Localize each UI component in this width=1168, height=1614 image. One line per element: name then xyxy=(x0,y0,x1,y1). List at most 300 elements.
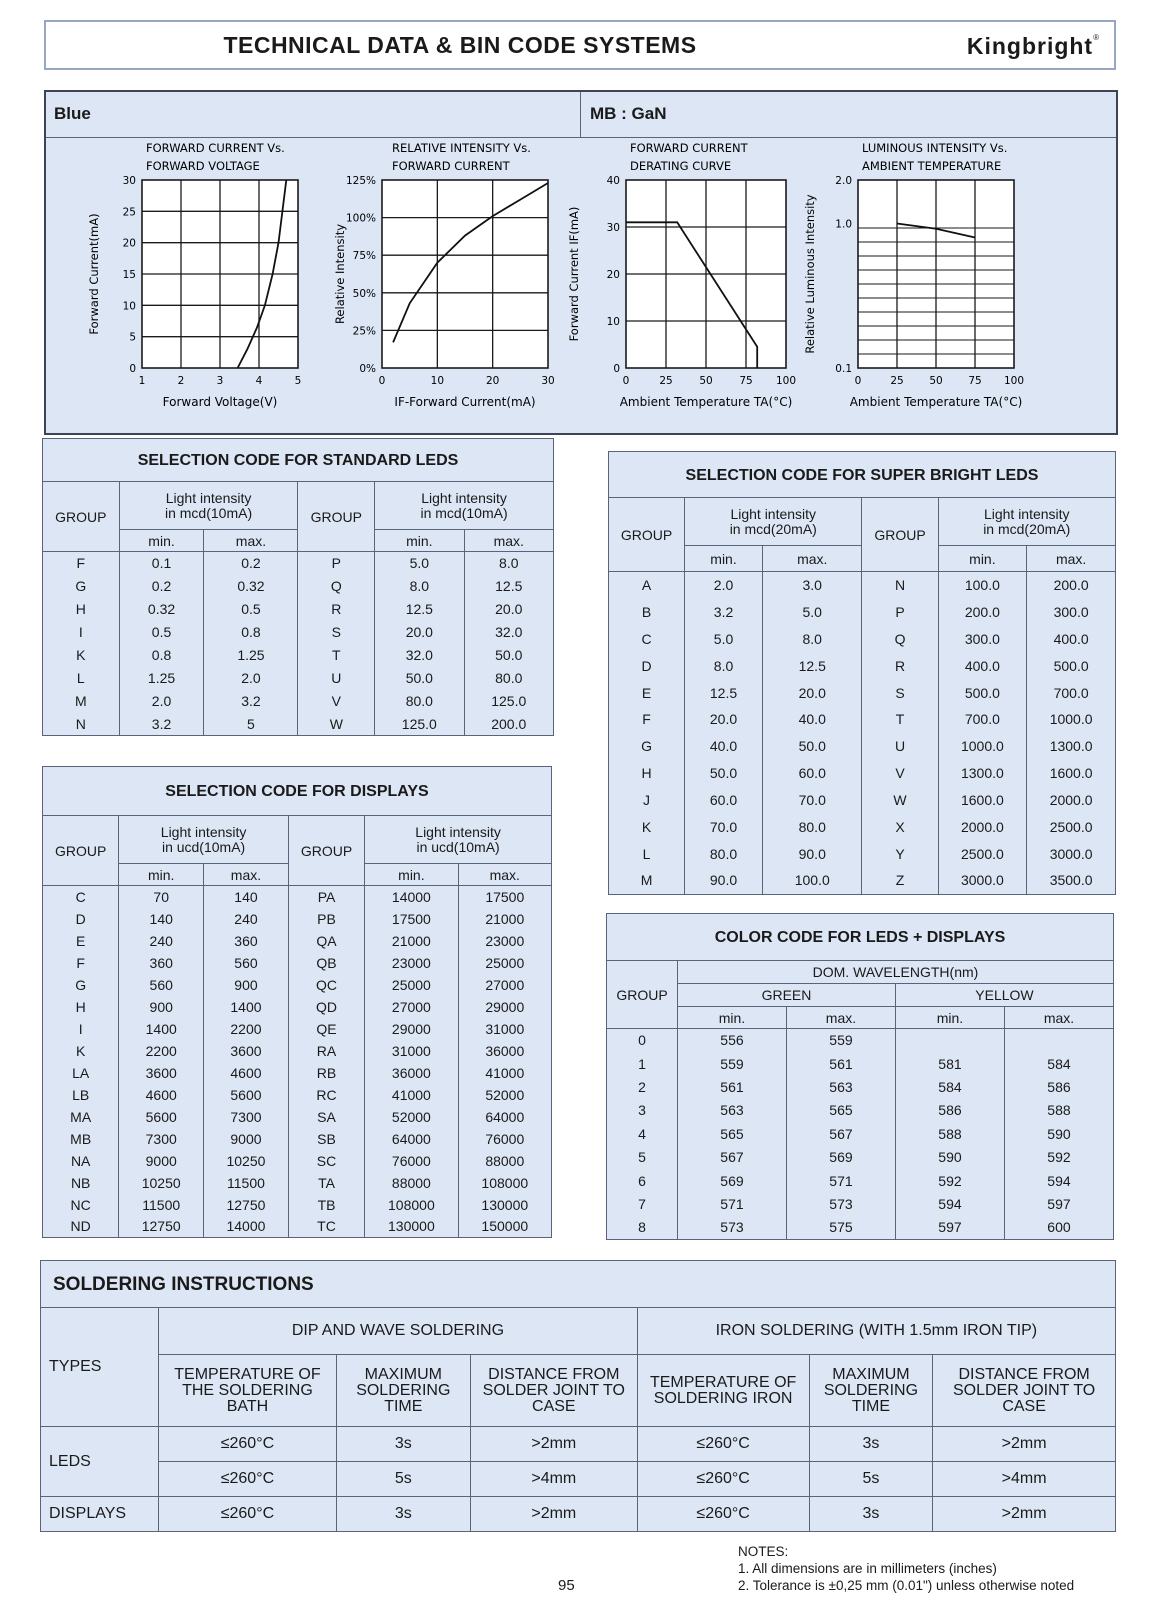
x-tick-label: 1 xyxy=(138,375,146,387)
standard-leds-table xyxy=(42,481,554,736)
table-row xyxy=(43,690,554,713)
group-code: P xyxy=(298,552,375,575)
column-header: DISTANCE FROM SOLDER JOINT TO CASE xyxy=(471,1355,638,1427)
table-row xyxy=(607,1052,1114,1075)
value-cell: 3s xyxy=(809,1497,933,1532)
group-code: H xyxy=(43,598,120,621)
yellow-max: 586 xyxy=(1004,1075,1113,1098)
min-header: min. xyxy=(365,864,458,886)
max-value: 21000 xyxy=(458,908,551,930)
light-intensity-label: Light intensity xyxy=(983,505,1070,522)
table-row xyxy=(609,760,1116,787)
group-code: F xyxy=(43,552,120,575)
table-row xyxy=(607,1029,1114,1052)
group-code: 0 xyxy=(607,1029,678,1052)
green-min: 556 xyxy=(677,1029,786,1052)
group-code: LB xyxy=(43,1084,119,1106)
max-value: 70.0 xyxy=(762,787,862,814)
max-value: 240 xyxy=(204,908,289,930)
group-code: W xyxy=(862,787,938,814)
group-code: 1 xyxy=(607,1052,678,1075)
group-code: G xyxy=(43,974,119,996)
max-value: 11500 xyxy=(204,1172,289,1194)
min-value: 10250 xyxy=(119,1172,204,1194)
max-header: max. xyxy=(204,864,289,886)
group-code: 2 xyxy=(607,1075,678,1098)
max-value: 0.2 xyxy=(204,552,298,575)
y-tick-label: 30 xyxy=(606,222,620,234)
x-tick-label: 4 xyxy=(255,375,263,387)
y-tick-label: 75% xyxy=(352,250,376,263)
group-code: 8 xyxy=(607,1216,678,1239)
group-code: C xyxy=(43,886,119,908)
y-axis-label: Relative Luminous Intensity xyxy=(803,194,817,354)
group-code: K xyxy=(43,1040,119,1062)
max-value: 12.5 xyxy=(464,575,553,598)
group-code: S xyxy=(298,621,375,644)
x-tick-label: 2 xyxy=(177,375,185,387)
value-cell: >2mm xyxy=(471,1427,638,1462)
min-value: 90.0 xyxy=(685,867,763,894)
table-row xyxy=(609,814,1116,841)
x-tick-label: 25 xyxy=(659,375,673,387)
light-intensity-label: Light intensity xyxy=(415,823,501,840)
group-code: NB xyxy=(43,1172,119,1194)
yellow-min xyxy=(895,1029,1004,1052)
group-code: A xyxy=(609,572,685,599)
y-tick-label: 1.0 xyxy=(835,218,852,231)
table-row xyxy=(609,706,1116,733)
x-tick-label: 10 xyxy=(430,375,445,387)
green-max: 565 xyxy=(786,1099,895,1122)
min-value: 240 xyxy=(119,930,204,952)
x-tick-label: 75 xyxy=(739,375,753,387)
max-value: 5 xyxy=(204,713,298,736)
table-row xyxy=(43,644,554,667)
group-code: RA xyxy=(288,1040,364,1062)
x-tick-label: 30 xyxy=(541,375,555,387)
group-code: D xyxy=(609,652,685,679)
light-intensity-unit: in ucd(10mA) xyxy=(161,838,246,855)
light-intensity-unit: in ucd(10mA) xyxy=(416,838,500,855)
value-cell: 3s xyxy=(809,1427,933,1462)
led-material-label: MB : GaN xyxy=(590,104,667,123)
table-row xyxy=(43,1194,552,1216)
table-row xyxy=(43,1106,552,1128)
x-axis-label: Ambient Temperature TA(°C) xyxy=(619,395,793,409)
y-tick-label: 100% xyxy=(345,212,376,225)
max-value: 64000 xyxy=(458,1106,551,1128)
characteristic-charts xyxy=(46,92,1116,433)
yellow-max: 600 xyxy=(1004,1216,1113,1239)
group-code: Q xyxy=(298,575,375,598)
group-code: D xyxy=(43,908,119,930)
value-cell: ≤260°C xyxy=(637,1462,809,1497)
x-tick-label: 25 xyxy=(890,375,904,387)
min-value: 64000 xyxy=(365,1128,458,1150)
displays-table xyxy=(42,815,552,1238)
max-value: 14000 xyxy=(204,1216,289,1238)
group-code: 5 xyxy=(607,1145,678,1168)
brand-logo xyxy=(967,33,1100,60)
max-value: 4600 xyxy=(204,1062,289,1084)
light-intensity-unit: in mcd(20mA) xyxy=(729,520,817,537)
max-value: 5.0 xyxy=(762,598,862,625)
max-value: 140 xyxy=(204,886,289,908)
group-code: PB xyxy=(288,908,364,930)
max-value: 20.0 xyxy=(464,598,553,621)
displays-label: DISPLAYS xyxy=(41,1497,159,1532)
min-value: 3600 xyxy=(119,1062,204,1084)
group-code: 4 xyxy=(607,1122,678,1145)
x-tick-label: 0 xyxy=(378,375,386,387)
green-max: 561 xyxy=(786,1052,895,1075)
group-header: GROUP xyxy=(288,816,364,886)
group-code: J xyxy=(609,787,685,814)
page-header xyxy=(44,20,1116,70)
yellow-max: 594 xyxy=(1004,1169,1113,1192)
document-title: TECHNICAL DATA & BIN CODE SYSTEMS xyxy=(223,32,697,58)
table-row xyxy=(607,1192,1114,1215)
min-value: 5600 xyxy=(119,1106,204,1128)
yellow-min: 588 xyxy=(895,1122,1004,1145)
max-value: 76000 xyxy=(458,1128,551,1150)
soldering-table xyxy=(40,1307,1116,1532)
y-axis-label: Relative Intensity xyxy=(333,223,347,325)
y-tick-label: 20 xyxy=(122,237,136,250)
table-row xyxy=(43,667,554,690)
displays-title: SELECTION CODE FOR DISPLAYS xyxy=(42,766,552,816)
green-min: 559 xyxy=(677,1052,786,1075)
y-tick-label: 125% xyxy=(345,175,376,187)
min-value: 14000 xyxy=(365,886,458,908)
max-value: 3.0 xyxy=(762,572,862,599)
min-value: 80.0 xyxy=(375,690,464,713)
standard-leds-title: SELECTION CODE FOR STANDARD LEDS xyxy=(42,438,554,482)
group-code: L xyxy=(43,667,120,690)
table-row xyxy=(43,1084,552,1106)
min-value: 1300.0 xyxy=(938,760,1027,787)
max-header: max. xyxy=(464,530,553,552)
group-code: QA xyxy=(288,930,364,952)
table-row xyxy=(607,1122,1114,1145)
max-value: 17500 xyxy=(458,886,551,908)
min-value: 20.0 xyxy=(375,621,464,644)
column-header: MAXIMUM SOLDERING TIME xyxy=(809,1355,933,1427)
max-value: 560 xyxy=(204,952,289,974)
max-value: 1000.0 xyxy=(1027,706,1116,733)
yellow-max: 592 xyxy=(1004,1145,1113,1168)
group-code: I xyxy=(43,1018,119,1040)
group-code: MB xyxy=(43,1128,119,1150)
max-value: 130000 xyxy=(458,1194,551,1216)
table-row xyxy=(609,840,1116,867)
dom-wavelength-header: DOM. WAVELENGTH(nm) xyxy=(677,961,1113,984)
max-value: 400.0 xyxy=(1027,625,1116,652)
min-value: 12.5 xyxy=(685,679,763,706)
column-header: TEMPERATURE OF SOLDERING IRON xyxy=(637,1355,809,1427)
max-value: 31000 xyxy=(458,1018,551,1040)
min-value: 41000 xyxy=(365,1084,458,1106)
x-tick-label: 100 xyxy=(1003,375,1025,387)
notes-heading: NOTES: xyxy=(738,1544,789,1559)
column-header: DISTANCE FROM SOLDER JOINT TO CASE xyxy=(933,1355,1116,1427)
y-tick-label: 10 xyxy=(122,300,136,313)
x-axis-label: Forward Voltage(V) xyxy=(162,395,278,409)
group-code: P xyxy=(862,598,938,625)
light-intensity-unit: in mcd(10mA) xyxy=(420,504,508,521)
y-tick-label: 2.0 xyxy=(835,175,852,187)
min-value: 300.0 xyxy=(938,625,1027,652)
max-value: 360 xyxy=(204,930,289,952)
x-tick-label: 75 xyxy=(968,375,982,387)
x-tick-label: 0 xyxy=(622,375,630,387)
max-value: 2.0 xyxy=(204,667,298,690)
max-value: 41000 xyxy=(458,1062,551,1084)
min-value: 700.0 xyxy=(938,706,1027,733)
max-value: 50.0 xyxy=(762,733,862,760)
min-value: 2.0 xyxy=(685,572,763,599)
table-row xyxy=(609,679,1116,706)
group-header: GROUP xyxy=(298,482,375,552)
min-value: 5.0 xyxy=(375,552,464,575)
max-value: 8.0 xyxy=(464,552,553,575)
page-number: 95 xyxy=(558,1577,575,1594)
max-header: max. xyxy=(786,1007,895,1029)
group-code: LA xyxy=(43,1062,119,1084)
value-cell: 3s xyxy=(336,1497,470,1532)
min-value: 12750 xyxy=(119,1216,204,1238)
min-value: 0.32 xyxy=(119,598,204,621)
table-row xyxy=(41,1497,1116,1532)
table-row xyxy=(41,1462,1116,1497)
group-code: 7 xyxy=(607,1192,678,1215)
min-value: 11500 xyxy=(119,1194,204,1216)
max-value: 80.0 xyxy=(762,814,862,841)
min-value: 8.0 xyxy=(375,575,464,598)
min-value: 0.5 xyxy=(119,621,204,644)
min-value: 200.0 xyxy=(938,598,1027,625)
green-min: 569 xyxy=(677,1169,786,1192)
max-header: max. xyxy=(762,546,862,572)
value-cell: ≤260°C xyxy=(159,1497,336,1532)
min-value: 70 xyxy=(119,886,204,908)
group-code: H xyxy=(43,996,119,1018)
characteristics-panel xyxy=(44,90,1118,435)
min-value: 2.0 xyxy=(119,690,204,713)
y-axis-label: Forward Current IF(mA) xyxy=(567,206,581,342)
max-value: 125.0 xyxy=(464,690,553,713)
max-value: 2500.0 xyxy=(1027,814,1116,841)
value-cell: 5s xyxy=(809,1462,933,1497)
max-value: 1300.0 xyxy=(1027,733,1116,760)
min-value: 400.0 xyxy=(938,652,1027,679)
table-row xyxy=(609,572,1116,599)
min-value: 3000.0 xyxy=(938,867,1027,894)
table-row xyxy=(43,974,552,996)
min-value: 23000 xyxy=(365,952,458,974)
x-tick-label: 3 xyxy=(216,375,224,387)
light-intensity-header xyxy=(938,498,1115,546)
group-code: SC xyxy=(288,1150,364,1172)
table-row xyxy=(43,1040,552,1062)
max-value: 10250 xyxy=(204,1150,289,1172)
max-value: 1600.0 xyxy=(1027,760,1116,787)
min-header: min. xyxy=(119,530,204,552)
max-value: 88000 xyxy=(458,1150,551,1172)
table-row xyxy=(43,886,552,908)
group-code: Y xyxy=(862,840,938,867)
max-value: 12750 xyxy=(204,1194,289,1216)
led-color-label: Blue xyxy=(54,104,91,123)
yellow-max: 588 xyxy=(1004,1099,1113,1122)
table-row xyxy=(607,1099,1114,1122)
min-value: 3.2 xyxy=(685,598,763,625)
group-code: C xyxy=(609,625,685,652)
min-value: 29000 xyxy=(365,1018,458,1040)
group-code: TA xyxy=(288,1172,364,1194)
table-row xyxy=(609,598,1116,625)
min-value: 3.2 xyxy=(119,713,204,736)
light-intensity-header xyxy=(685,498,862,546)
table-row xyxy=(43,1172,552,1194)
min-value: 5.0 xyxy=(685,625,763,652)
table-row xyxy=(609,625,1116,652)
table-row xyxy=(41,1427,1116,1462)
table-row xyxy=(43,621,554,644)
super-bright-leds-title: SELECTION CODE FOR SUPER BRIGHT LEDS xyxy=(608,451,1116,498)
green-max: 575 xyxy=(786,1216,895,1239)
group-header: GROUP xyxy=(862,498,938,572)
y-tick-label: 10 xyxy=(606,316,620,328)
group-code: K xyxy=(609,814,685,841)
max-value: 90.0 xyxy=(762,840,862,867)
group-code: RC xyxy=(288,1084,364,1106)
group-code: G xyxy=(43,575,120,598)
chart-title: RELATIVE INTENSITY Vs. xyxy=(392,141,531,155)
max-value: 23000 xyxy=(458,930,551,952)
min-header: min. xyxy=(375,530,464,552)
group-code: RB xyxy=(288,1062,364,1084)
min-value: 1.25 xyxy=(119,667,204,690)
green-min: 563 xyxy=(677,1099,786,1122)
group-code: NC xyxy=(43,1194,119,1216)
min-value: 360 xyxy=(119,952,204,974)
max-value: 32.0 xyxy=(464,621,553,644)
column-header: MAXIMUM SOLDERING TIME xyxy=(336,1355,470,1427)
green-min: 567 xyxy=(677,1145,786,1168)
leds-label: LEDS xyxy=(41,1427,159,1497)
x-tick-label: 0 xyxy=(854,375,862,387)
group-code: N xyxy=(862,572,938,599)
y-tick-label: 0.1 xyxy=(835,363,852,375)
max-value: 5600 xyxy=(204,1084,289,1106)
yellow-min: 597 xyxy=(895,1216,1004,1239)
dip-wave-header: DIP AND WAVE SOLDERING xyxy=(159,1308,637,1355)
min-value: 100.0 xyxy=(938,572,1027,599)
plot-area xyxy=(382,180,548,368)
min-value: 25000 xyxy=(365,974,458,996)
group-code: V xyxy=(298,690,375,713)
green-header: GREEN xyxy=(677,984,895,1007)
min-value: 76000 xyxy=(365,1150,458,1172)
y-tick-label: 0% xyxy=(359,363,376,375)
max-value: 200.0 xyxy=(464,713,553,736)
y-tick-label: 0 xyxy=(129,363,136,375)
min-header: min. xyxy=(895,1007,1004,1029)
group-code: L xyxy=(609,840,685,867)
group-header: GROUP xyxy=(43,816,119,886)
group-code: U xyxy=(298,667,375,690)
table-row xyxy=(43,1128,552,1150)
chart-title: FORWARD CURRENT xyxy=(630,141,748,155)
min-value: 2000.0 xyxy=(938,814,1027,841)
light-intensity-label: Light intensity xyxy=(165,489,252,506)
max-value: 0.8 xyxy=(204,621,298,644)
yellow-min: 590 xyxy=(895,1145,1004,1168)
min-value: 1400 xyxy=(119,1018,204,1040)
min-value: 31000 xyxy=(365,1040,458,1062)
chart-title: FORWARD VOLTAGE xyxy=(146,159,260,173)
min-header: min. xyxy=(685,546,763,572)
max-value: 700.0 xyxy=(1027,679,1116,706)
max-header: max. xyxy=(204,530,298,552)
group-code: NA xyxy=(43,1150,119,1172)
chart-title: FORWARD CURRENT Vs. xyxy=(146,141,285,155)
max-value: 8.0 xyxy=(762,625,862,652)
group-code: ND xyxy=(43,1216,119,1238)
table-row xyxy=(43,598,554,621)
group-code: SA xyxy=(288,1106,364,1128)
y-tick-label: 40 xyxy=(606,175,620,187)
light-intensity-header xyxy=(119,816,289,864)
max-value: 9000 xyxy=(204,1128,289,1150)
group-code: V xyxy=(862,760,938,787)
soldering-title: SOLDERING INSTRUCTIONS xyxy=(40,1260,1116,1308)
min-value: 0.8 xyxy=(119,644,204,667)
max-value: 500.0 xyxy=(1027,652,1116,679)
min-value: 7300 xyxy=(119,1128,204,1150)
max-header: max. xyxy=(1027,546,1116,572)
light-intensity-header xyxy=(375,482,554,530)
group-code: PA xyxy=(288,886,364,908)
min-value: 20.0 xyxy=(685,706,763,733)
value-cell: >4mm xyxy=(471,1462,638,1497)
max-value: 1400 xyxy=(204,996,289,1018)
min-value: 900 xyxy=(119,996,204,1018)
group-code: Z xyxy=(862,867,938,894)
light-intensity-unit: in mcd(10mA) xyxy=(164,504,253,521)
value-cell: ≤260°C xyxy=(159,1462,336,1497)
value-cell: >2mm xyxy=(933,1427,1116,1462)
max-value: 108000 xyxy=(458,1172,551,1194)
y-tick-label: 5 xyxy=(129,331,136,344)
green-max: 567 xyxy=(786,1122,895,1145)
group-code: X xyxy=(862,814,938,841)
table-row xyxy=(43,1150,552,1172)
min-value: 560 xyxy=(119,974,204,996)
group-code: T xyxy=(862,706,938,733)
group-code: H xyxy=(609,760,685,787)
min-value: 60.0 xyxy=(685,787,763,814)
min-value: 9000 xyxy=(119,1150,204,1172)
table-row xyxy=(43,1018,552,1040)
yellow-max: 597 xyxy=(1004,1192,1113,1215)
min-value: 27000 xyxy=(365,996,458,1018)
chart-title: FORWARD CURRENT xyxy=(392,159,510,173)
min-value: 50.0 xyxy=(375,667,464,690)
max-value: 150000 xyxy=(458,1216,551,1238)
